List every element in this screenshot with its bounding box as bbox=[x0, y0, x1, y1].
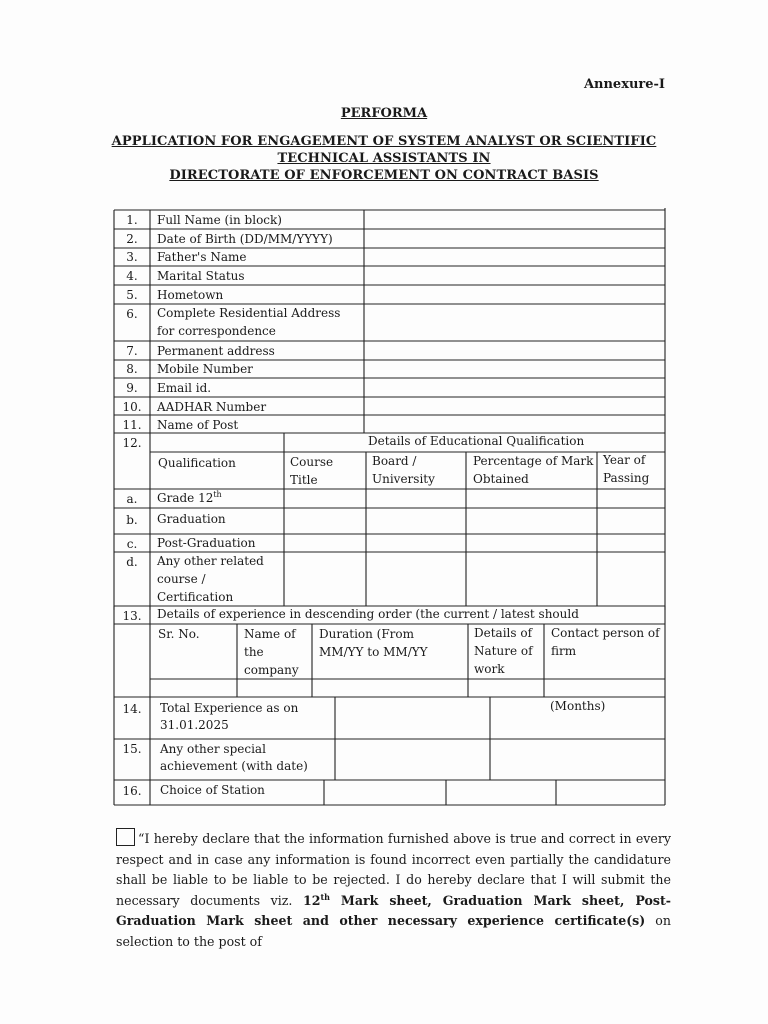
education-header-course-title: Course Title bbox=[290, 455, 334, 487]
experience-header-sr-no: Sr. No. bbox=[158, 627, 200, 641]
field-label-dob: Date of Birth (DD/MM/YYYY) bbox=[157, 232, 333, 246]
field-number: 16. bbox=[122, 784, 142, 798]
total-experience-label: Total Experience as on bbox=[160, 701, 299, 715]
field-number: 9. bbox=[126, 381, 138, 395]
field-label-father-name: Father's Name bbox=[157, 250, 247, 264]
declaration-text: “I hereby declare that the information furnished above is true and correct in every respect and in case any information is found incorrect even partially the candidature shall be liable to be liable to be rejected. I do hereby declare that I will submit the necessary documents viz. 12th Mark sheet, Graduation Mark sheet, Post-Graduation Mark sheet and other necessary experience certificate(s) on selection to the post of bbox=[116, 828, 671, 952]
field-label-permanent-address: Permanent address bbox=[157, 344, 275, 358]
field-label-post-name: Name of Post bbox=[157, 418, 239, 432]
field-label-marital-status: Marital Status bbox=[157, 269, 245, 283]
total-experience-unit: (Months) bbox=[550, 699, 606, 713]
education-section-title: Details of Educational Qualification bbox=[368, 434, 585, 448]
annexure-label: Annexure-I bbox=[583, 77, 665, 92]
field-label-hometown: Hometown bbox=[157, 288, 224, 302]
education-row-grade-12: Grade 12th bbox=[157, 490, 222, 505]
row-mark: c. bbox=[126, 537, 138, 551]
field-number: 13. bbox=[122, 609, 142, 623]
field-label-aadhar: AADHAR Number bbox=[157, 400, 267, 414]
field-number: 5. bbox=[126, 288, 138, 302]
field-number: 11. bbox=[122, 418, 142, 432]
form-title-line-3: DIRECTORATE OF ENFORCEMENT ON CONTRACT BASIS bbox=[169, 168, 599, 183]
education-row-other: Any other related course / Certification bbox=[157, 554, 264, 604]
performa-heading: PERFORMA bbox=[340, 106, 428, 121]
field-number: 15. bbox=[122, 742, 142, 756]
education-header-qualification: Qualification bbox=[158, 456, 236, 470]
field-number: 1. bbox=[126, 213, 138, 227]
form-title-line-1: APPLICATION FOR ENGAGEMENT OF SYSTEM ANALYST OR SCIENTIFIC bbox=[111, 134, 657, 149]
total-experience-date: 31.01.2025 bbox=[160, 718, 229, 732]
field-number: 3. bbox=[126, 250, 138, 264]
field-label-email: Email id. bbox=[157, 381, 212, 395]
experience-header-contact: Contact person of firm bbox=[551, 626, 660, 658]
field-label-residential-address-line2: for correspondence bbox=[157, 324, 276, 338]
education-header-year: Year of Passing bbox=[603, 453, 650, 485]
special-achievement-label: Any other special bbox=[160, 742, 266, 756]
education-row-graduation: Graduation bbox=[157, 512, 226, 526]
experience-header-duration: Duration (From MM/YY to MM/YY bbox=[319, 627, 428, 659]
field-number: 4. bbox=[126, 269, 138, 283]
row-mark: a. bbox=[126, 492, 138, 506]
education-header-board: Board / University bbox=[372, 454, 435, 486]
field-number: 12. bbox=[122, 436, 142, 450]
special-achievement-label-line2: achievement (with date) bbox=[160, 759, 308, 773]
row-mark: d. bbox=[126, 555, 138, 569]
field-label-full-name: Full Name (in block) bbox=[157, 213, 282, 227]
field-number: 6. bbox=[126, 307, 138, 321]
choice-of-station-label: Choice of Station bbox=[160, 783, 265, 797]
education-header-percentage: Percentage of Mark Obtained bbox=[473, 454, 594, 486]
field-number: 2. bbox=[126, 232, 138, 246]
field-number: 7. bbox=[126, 344, 138, 358]
row-mark: b. bbox=[126, 513, 138, 527]
experience-section-title: Details of experience in descending order (the current / latest should bbox=[157, 607, 579, 621]
field-number: 14. bbox=[122, 702, 142, 716]
declaration-checkbox[interactable] bbox=[116, 828, 135, 846]
education-row-post-graduation: Post-Graduation bbox=[157, 536, 256, 550]
field-number: 8. bbox=[126, 362, 138, 376]
field-label-residential-address: Complete Residential Address bbox=[157, 306, 341, 320]
field-label-mobile: Mobile Number bbox=[157, 362, 253, 376]
experience-header-company: Name of the company bbox=[244, 627, 299, 677]
form-title-line-2: TECHNICAL ASSISTANTS IN bbox=[277, 151, 491, 166]
experience-header-nature: Details of Nature of work bbox=[474, 626, 533, 676]
field-number: 10. bbox=[122, 400, 142, 414]
